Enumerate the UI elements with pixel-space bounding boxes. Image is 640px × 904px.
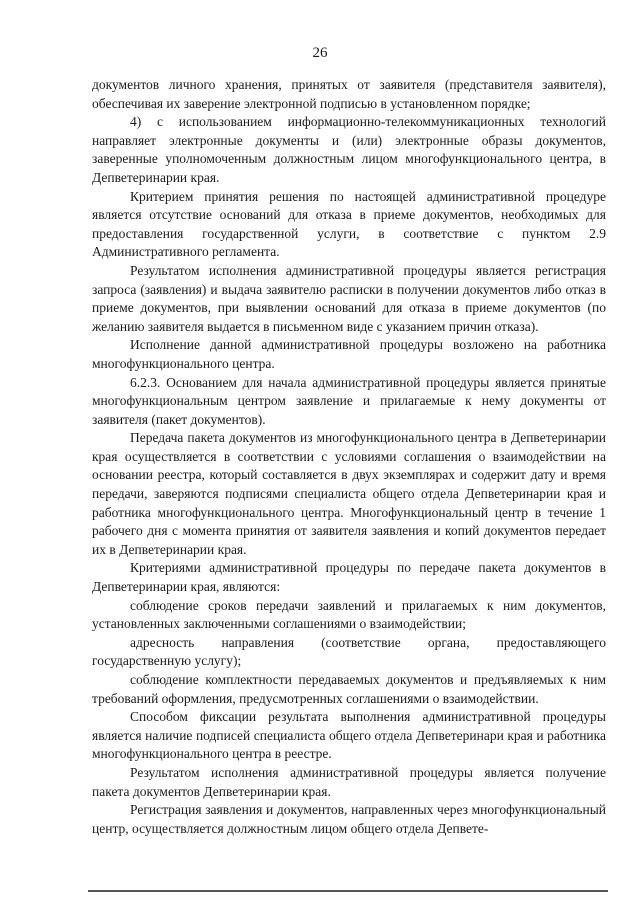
paragraph-8: Критериями административной процедуры по передаче пакета документов в Депветеринарии края, являются: bbox=[92, 560, 606, 595]
paragraph-3: Критерием принятия решения по настоящей административной процедуре является отсутствие оснований для отказа в приеме документов, необходимых для предоставления государственной услуги, в соответствие с пунктом 2.9 Административного регламента. bbox=[92, 188, 606, 260]
paragraph-9: соблюдение сроков передачи заявлений и прилагаемых к ним документов, установленных заключенными соглашениями о взаимодействии; bbox=[92, 597, 606, 632]
paragraph-10: адресность направления (соответствие органа, предоставляющего государственную услугу); bbox=[92, 634, 606, 669]
paragraph-11: соблюдение комплектности передаваемых документов и предъявляемых к ним требований оформления, предусмотренных соглашениями о взаимодействии. bbox=[92, 672, 606, 706]
paragraph-6: 6.2.3. Основанием для начала административной процедуры является принятые многофункциональным центром заявление и прилагаемые к нему документы от заявителя (пакет документов). bbox=[92, 374, 606, 427]
paragraph-2: 4) с использованием информационно-телекоммуникационных технологий направляет электронные документы и (или) электронные образы документов, заверенные уполномоченным должностным лицом многофункционального центра, в Депветеринарии края. bbox=[92, 114, 606, 185]
page-number: 26 bbox=[312, 45, 328, 61]
document-body bbox=[92, 76, 606, 838]
paragraph-1: документов личного хранения, принятых от заявителя (представителя заявителя), обеспечивая их заверение электронной подписью в установленном порядке; bbox=[92, 77, 606, 111]
paragraph-13: Результатом исполнения административной процедуры является получение пакета документов Депветеринарии края. bbox=[92, 764, 606, 799]
paragraph-4: Результатом исполнения административной процедуры является регистрация запроса (заявления) и выдача заявителю расписки в получении документов либо отказ в приеме документов, при выявлении оснований для отказа в приеме документов (по желанию заявителя выдается в письменном виде с указанием причин отказа). bbox=[92, 262, 606, 334]
paragraph-7: Передача пакета документов из многофункционального центра в Депветеринарии края осуществляется в соответствии с условиями соглашения о взаимодействии на основании реестра, который составляется в двух экземплярах и содержит дату и время передачи, заверяются подписями специалиста общего отдела Депветеринарии края и работника многофункционального центра. Многофункциональный центр в течение 1 рабочего дня с момента принятия от заявителя заявления и копий документов передает их в Депветеринарии края. bbox=[92, 430, 606, 557]
paragraph-14: Регистрация заявления и документов, направленных через многофункциональный центр, осуществляется должностным лицом общего отдела Депвете- bbox=[92, 802, 606, 836]
paragraph-12: Способом фиксации результата выполнения административной процедуры является наличие подписей специалиста общего отдела Депветеринари края и работника многофункционального центра в реестре. bbox=[92, 709, 606, 762]
paragraph-5: Исполнение данной административной процедуры возложено на работника многофункционального центра. bbox=[92, 337, 606, 371]
scan-bottom-edge bbox=[88, 890, 608, 892]
